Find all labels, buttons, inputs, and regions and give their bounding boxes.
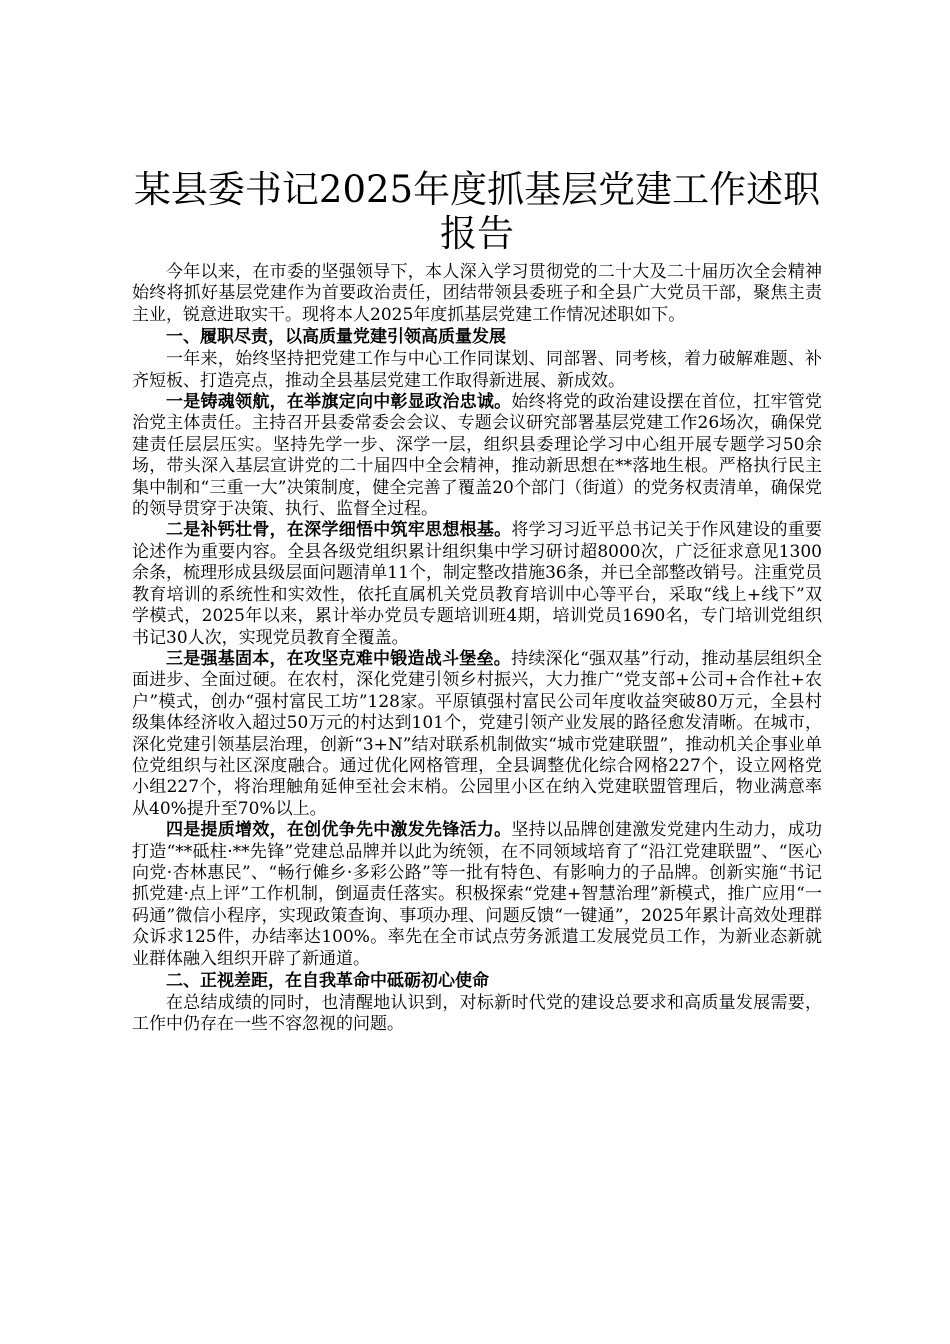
- section-1-item-4: [132, 820, 822, 970]
- section-heading-2: 二、正视差距，在自我革命中砥砺初心使命: [166, 971, 489, 991]
- item-lead: 二是补钙壮骨，在深学细悟中筑牢思想根基。: [166, 520, 512, 541]
- item-text: 将学习习近平总书记关于作风建设的重要论述作为重要内容。全县各级党组织累计组织集中学习研讨超8000次，广泛征求意见1300余条，梳理形成县级层面问题清单11个，制定整改措施36条，并已全部整改销号。注重党员教育培训的系统性和实效性，依托直属机关党员教育培训中心等平台，采取“线上+线下”双学模式，2025年以来，累计举办党员专题培训班4期，培训党员1690名，专门培训党组织书记30人次，实现党员教育全覆盖。: [132, 520, 823, 648]
- section-2-intro: 在总结成绩的同时，也清醒地认识到，对标新时代党的建设总要求和高质量发展需要，工作中仍存在一些不容忽视的问题。: [132, 993, 822, 1035]
- document-body: [132, 262, 822, 1036]
- section-heading-1: 一、履职尽责，以高质量党建引领高质量发展: [166, 327, 506, 348]
- section-1-item-1: [132, 392, 822, 520]
- item-text: 坚持以品牌创建激发党建内生动力，成功打造“**砥柱·**先锋”党建总品牌并以此为统领，在不同领域培育了“沿江党建联盟”、“医心向党·杏林惠民”、“畅行傩乡·多彩公路”等一批有特色、有影响力的子品牌。创新实施“书记抓党建·点上评”工作机制，倒逼责任落实。积极探索“党建+智慧治理”新模式，推广应用“一码通”微信小程序，实现政策查询、事项办理、问题反馈“一键通”，2025年累计高效处理群众诉求125件，办结率达100%。率先在全市试点劳务派遣工发展党员工作，为新业态新就业群体融入组织开辟了新通道。: [132, 820, 823, 969]
- section-1-intro: 一年来，始终坚持把党建工作与中心工作同谋划、同部署、同考核，着力破解难题、补齐短板、打造亮点，推动全县基层党建工作取得新进展、新成效。: [132, 349, 822, 391]
- section-1-item-2: [132, 520, 822, 648]
- intro-paragraph: 今年以来，在市委的坚强领导下，本人深入学习贯彻党的二十大及二十届历次全会精神始终将抓好基层党建作为首要政治责任，团结带领县委班子和全县广大党员干部，聚焦主责主业，锐意进取实干。现将本人2025年度抓基层党建工作情况述职如下。: [132, 262, 822, 325]
- section-1-item-3: [132, 649, 822, 820]
- document-page: [132, 168, 822, 1036]
- item-text: 始终将党的政治建设摆在首位，扛牢管党治党主体责任。主持召开县委常委会会议、专题会议研究部署基层党建工作26场次，确保党建责任层层压实。坚持先学一步、深学一层，组织县委理论学习中心组开展专题学习50余场，带头深入基层宣讲党的二十届四中全会精神，推动新思想在**落地生根。严格执行民主集中制和“三重一大”决策制度，健全完善了覆盖20个部门（街道）的党务权责清单，确保党的领导贯穿于决策、执行、监督全过程。: [132, 392, 823, 520]
- item-lead: 三是强基固本，在攻坚克难中锻造战斗堡垒。: [166, 648, 512, 669]
- item-lead: 四是提质增效，在创优争先中激发先锋活力。: [166, 820, 512, 841]
- item-lead: 一是铸魂领航，在举旗定向中彰显政治忠诚。: [166, 392, 512, 413]
- document-title: 某县委书记2025年度抓基层党建工作述职报告: [133, 168, 821, 255]
- item-text: 持续深化“强双基”行动，推动基层组织全面进步、全面过硬。在农村，深化党建引领乡村振兴，大力推广“党支部+公司+合作社+农户”模式，创办“强村富民工坊”128家。平原镇强村富民公司年度收益突破80万元，全县村级集体经济收入超过50万元的村达到101个，党建引领产业发展的路径愈发清晰。在城市，深化党建引领基层治理，创新“3+N”结对联系机制做实“城市党建联盟”，推动机关企事业单位党组织与社区深度融合。通过优化网格管理，全县调整优化综合网格227个，设立网格党小组227个，将治理触角延伸至社会末梢。公园里小区在纳入党建联盟管理后，物业满意率从40%提升至70%以上。: [132, 648, 822, 819]
